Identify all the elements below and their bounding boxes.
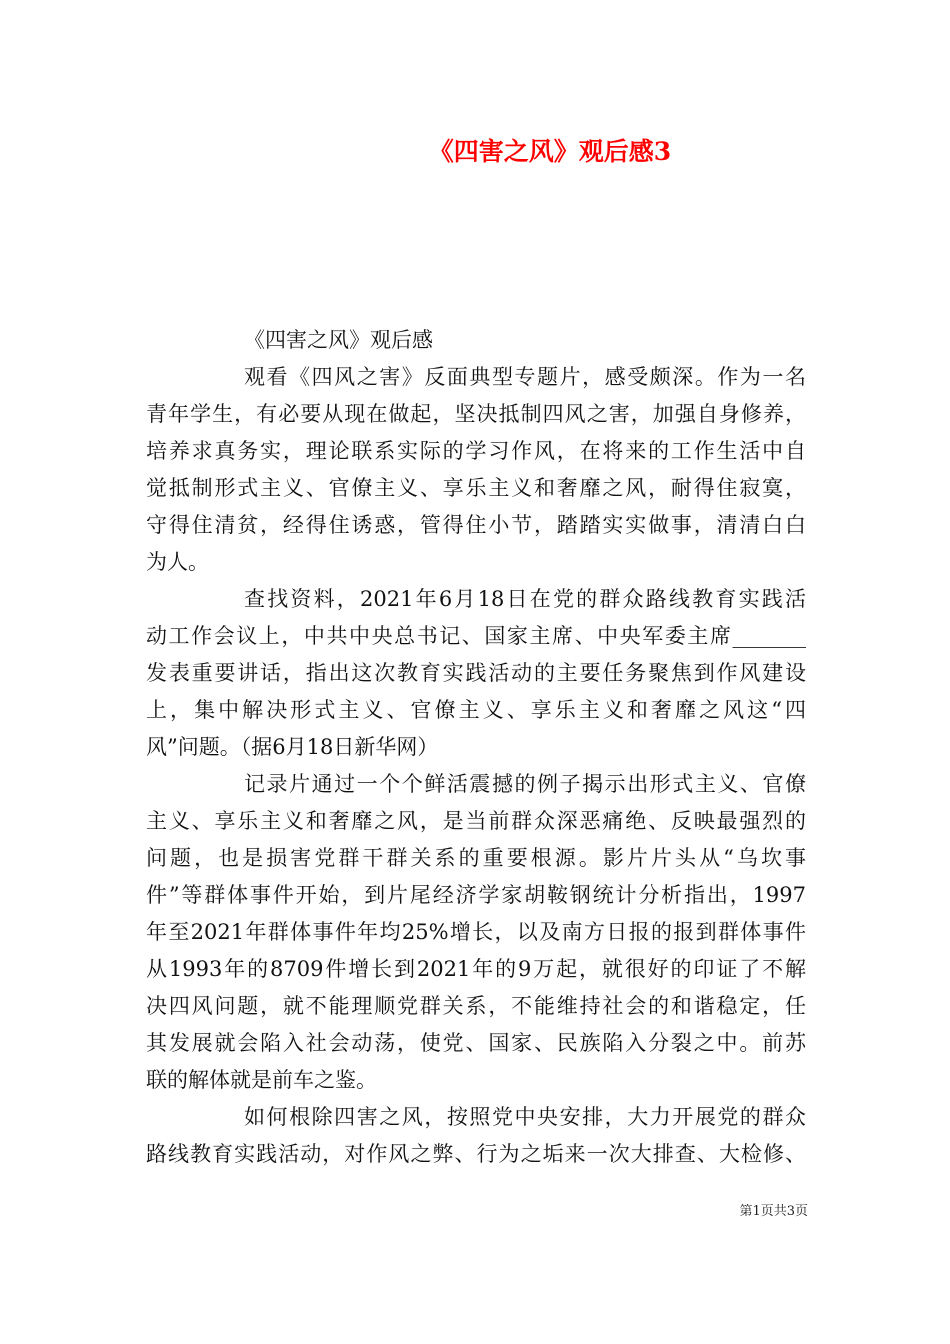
paragraph-line: 路线教育实践活动，对作风之弊、行为之垢来一次大排查、大检修、 <box>146 1142 806 1166</box>
paragraph-line: 其发展就会陷入社会动荡，使党、国家、民族陷入分裂之中。前苏 <box>146 1031 806 1055</box>
paragraph-line: 发表重要讲话，指出这次教育实践活动的主要任务聚焦到作风建设 <box>146 661 806 685</box>
paragraph-line: 年至2021年群体事件年均25%增长，以及南方日报的报到群体事件 <box>146 920 806 944</box>
paragraph-line: 决四风问题，就不能理顺党群关系，不能维持社会的和谐稳定，任 <box>146 994 806 1018</box>
paragraph-line: 青年学生，有必要从现在做起，坚决抵制四风之害，加强自身修养， <box>146 402 806 426</box>
page-number: 第1页共3页 <box>739 1204 808 1219</box>
paragraph-line: 主义、享乐主义和奢靡之风，是当前群众深恶痛绝、反映最强烈的 <box>146 809 806 833</box>
document-subtitle: 《四害之风》观后感 <box>244 328 433 352</box>
paragraph-line: 觉抵制形式主义、官僚主义、享乐主义和奢靡之风，耐得住寂寞， <box>146 476 806 500</box>
paragraph-line: 联的解体就是前车之鉴。 <box>146 1068 377 1092</box>
paragraph-line: 记录片通过一个个鲜活震撼的例子揭示出形式主义、官僚 <box>244 772 806 796</box>
document-title: 《四害之风》观后感3 <box>428 137 672 166</box>
paragraph-line: 件”等群体事件开始，到片尾经济学家胡鞍钢统计分析指出，1997 <box>146 883 806 907</box>
document-body <box>146 322 806 1173</box>
paragraph-line: 培养求真务实，理论联系实际的学习作风，在将来的工作生活中自 <box>146 439 806 463</box>
paragraph-line: 查找资料，2021年6月18日在党的群众路线教育实践活 <box>244 587 806 611</box>
paragraph-line: 如何根除四害之风，按照党中央安排，大力开展党的群众 <box>244 1105 806 1129</box>
paragraph-line: 从1993年的8709件增长到2021年的9万起，就很好的印证了不解 <box>146 957 806 981</box>
paragraph-line: 问题，也是损害党群干群关系的重要根源。影片片头从“乌坎事 <box>146 846 806 870</box>
paragraph-line: 上，集中解决形式主义、官僚主义、享乐主义和奢靡之风这“四 <box>146 698 806 722</box>
paragraph-line: 为人。 <box>146 550 209 574</box>
paragraph-line: 风”问题。（据6月18日新华网） <box>146 735 439 759</box>
paragraph-line: 观看《四风之害》反面典型专题片，感受颇深。作为一名 <box>244 365 806 389</box>
paragraph-line: 守得住清贫，经得住诱惑，管得住小节，踏踏实实做事，清清白白 <box>146 513 806 537</box>
paragraph-line: 动工作会议上，中共中央总书记、国家主席、中央军委主席_______ <box>146 624 806 648</box>
